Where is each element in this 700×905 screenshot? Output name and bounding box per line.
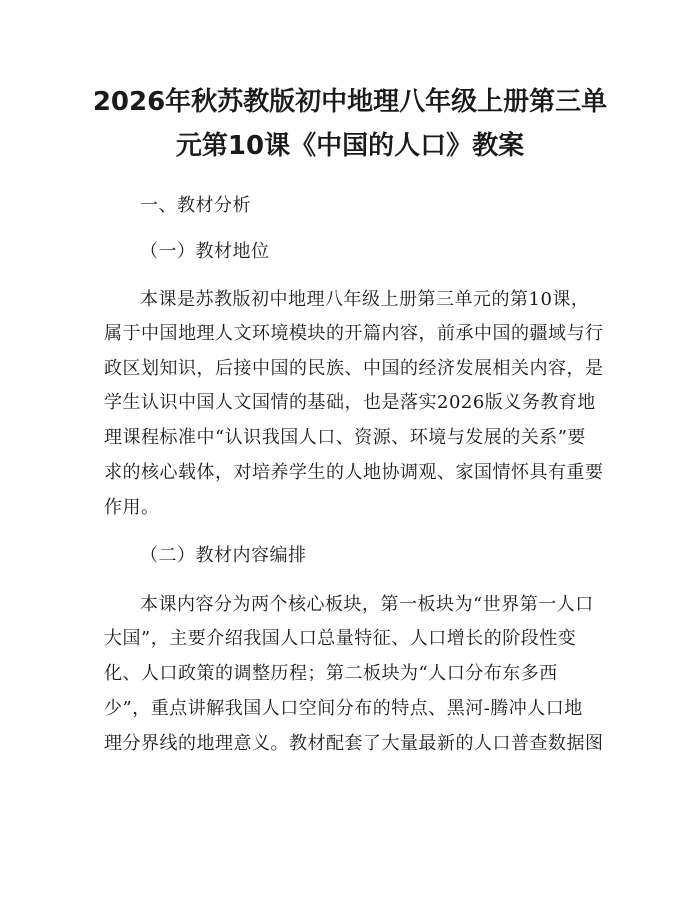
paragraph-1-line-4: 学生认识中国人文国情的基础，也是落实2026版义务教育地 bbox=[104, 392, 596, 413]
paragraph-1-line-7: 作用。 bbox=[104, 497, 160, 518]
subsection-heading-content-arrangement: （二）教材内容编排 bbox=[140, 545, 307, 566]
section-heading-textbook-analysis: 一、教材分析 bbox=[140, 195, 251, 216]
paragraph-2-line-3: 化、人口政策的调整历程；第二板块为“人口分布东多西 bbox=[104, 663, 558, 684]
paragraph-1-line-3: 政区划知识，后接中国的民族、中国的经济发展相关内容，是 bbox=[104, 358, 604, 379]
paragraph-2-line-1: 本课内容分为两个核心板块，第一板块为“世界第一人口 bbox=[140, 594, 594, 615]
paragraph-2-line-5: 理分界线的地理意义。教材配套了大量最新的人口普查数据图 bbox=[104, 733, 604, 754]
paragraph-1-line-1: 本课是苏教版初中地理八年级上册第三单元的第10课， bbox=[140, 289, 590, 310]
paragraph-2-line-4: 少”，重点讲解我国人口空间分布的特点、黑河-腾冲人口地 bbox=[104, 698, 583, 719]
document-title-line-2: 元第10课《中国的人口》教案 bbox=[175, 131, 525, 161]
paragraph-1-line-2: 属于中国地理人文环境模块的开篇内容，前承中国的疆域与行 bbox=[104, 323, 604, 344]
subsection-heading-textbook-position: （一）教材地位 bbox=[140, 241, 270, 262]
paragraph-1-line-5: 理课程标准中“认识我国人口、资源、环境与发展的关系”要 bbox=[104, 427, 586, 448]
paragraph-2-line-2: 大国”，主要介绍我国人口总量特征、人口增长的阶段性变 bbox=[104, 628, 577, 649]
paragraph-1-line-6: 求的核心载体，对培养学生的人地协调观、家国情怀具有重要 bbox=[104, 462, 604, 483]
document-title-line-1: 2026年秋苏教版初中地理八年级上册第三单 bbox=[92, 87, 608, 117]
